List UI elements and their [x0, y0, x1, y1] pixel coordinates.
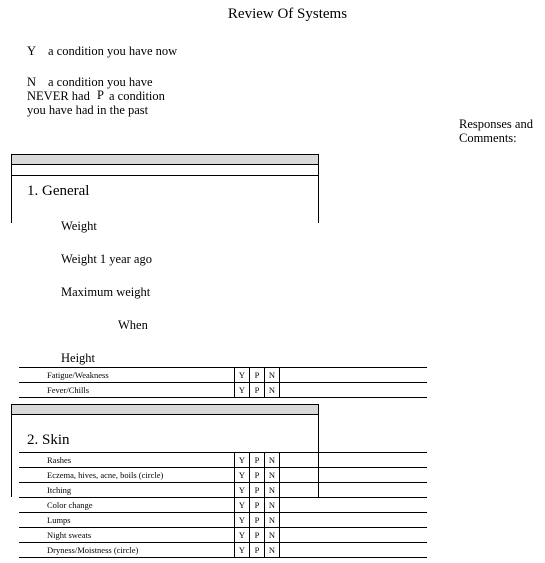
table-row	[19, 368, 427, 383]
option-y[interactable]: Y	[235, 483, 250, 498]
table-row	[19, 498, 427, 513]
table-row	[19, 468, 427, 483]
comment-cell[interactable]	[280, 383, 428, 398]
comment-cell[interactable]	[280, 468, 428, 483]
symptom-label: Lumps	[19, 513, 235, 528]
legend-y-text: a condition you have now	[48, 44, 178, 58]
weight-field: Weight	[61, 219, 97, 233]
responses-header	[459, 117, 533, 145]
when-field: When	[118, 318, 148, 332]
symptom-label: Night sweats	[19, 528, 235, 543]
option-y[interactable]: Y	[235, 468, 250, 483]
comment-cell[interactable]	[280, 498, 428, 513]
legend-never-had: NEVER had	[27, 89, 90, 103]
comment-cell[interactable]	[280, 513, 428, 528]
page-title: Review Of Systems	[227, 6, 348, 22]
option-n[interactable]: N	[265, 513, 280, 528]
skin-symptom-table	[19, 452, 427, 558]
legend-p-code: P	[97, 88, 104, 102]
responses-line2: Comments:	[459, 131, 517, 145]
symptom-label: Eczema, hives, acne, boils (circle)	[19, 468, 235, 483]
legend-y-code: Y	[27, 44, 37, 58]
symptom-label: Rashes	[19, 453, 235, 468]
option-p[interactable]: P	[250, 368, 265, 383]
weight-1yr-field: Weight 1 year ago	[61, 252, 152, 266]
general-section-rule	[12, 175, 318, 176]
option-y[interactable]: Y	[235, 543, 250, 558]
option-p[interactable]: P	[250, 528, 265, 543]
option-p[interactable]: P	[250, 498, 265, 513]
comment-cell[interactable]	[280, 528, 428, 543]
option-p[interactable]: P	[250, 453, 265, 468]
symptom-label: Fatigue/Weakness	[19, 368, 235, 383]
symptom-label: Color change	[19, 498, 235, 513]
skin-section-title: 2. Skin	[27, 432, 70, 448]
comment-cell[interactable]	[280, 483, 428, 498]
table-row	[19, 543, 427, 558]
legend-n-code: N	[27, 75, 37, 89]
option-n[interactable]: N	[265, 543, 280, 558]
option-y[interactable]: Y	[235, 528, 250, 543]
table-row	[19, 513, 427, 528]
height-field: Height	[61, 351, 96, 365]
option-p[interactable]: P	[250, 383, 265, 398]
symptom-label: Dryness/Moistness (circle)	[19, 543, 235, 558]
option-n[interactable]: N	[265, 528, 280, 543]
legend-p-text: a condition	[109, 89, 165, 103]
table-row	[19, 483, 427, 498]
table-row	[19, 453, 427, 468]
option-n[interactable]: N	[265, 453, 280, 468]
option-n[interactable]: N	[265, 368, 280, 383]
max-weight-field: Maximum weight	[61, 285, 151, 299]
legend-n-text: a condition you have	[48, 75, 153, 89]
comment-cell[interactable]	[280, 453, 428, 468]
option-y[interactable]: Y	[235, 453, 250, 468]
option-p[interactable]: P	[250, 483, 265, 498]
option-n[interactable]: N	[265, 483, 280, 498]
skin-section-header-bar	[12, 405, 318, 415]
option-y[interactable]: Y	[235, 513, 250, 528]
option-p[interactable]: P	[250, 513, 265, 528]
general-section-title: 1. General	[27, 183, 90, 199]
option-y[interactable]: Y	[235, 368, 250, 383]
responses-line1: Responses and	[459, 117, 533, 131]
general-symptom-table	[19, 367, 427, 398]
symptom-label: Fever/Chills	[19, 383, 235, 398]
option-p[interactable]: P	[250, 468, 265, 483]
table-row	[19, 383, 427, 398]
option-y[interactable]: Y	[235, 498, 250, 513]
legend-past-text: you have had in the past	[27, 103, 149, 117]
option-y[interactable]: Y	[235, 383, 250, 398]
comment-cell[interactable]	[280, 368, 428, 383]
comment-cell[interactable]	[280, 543, 428, 558]
option-n[interactable]: N	[265, 498, 280, 513]
general-section-header-bar	[12, 155, 318, 165]
option-p[interactable]: P	[250, 543, 265, 558]
option-n[interactable]: N	[265, 383, 280, 398]
table-row	[19, 528, 427, 543]
option-n[interactable]: N	[265, 468, 280, 483]
symptom-label: Itching	[19, 483, 235, 498]
